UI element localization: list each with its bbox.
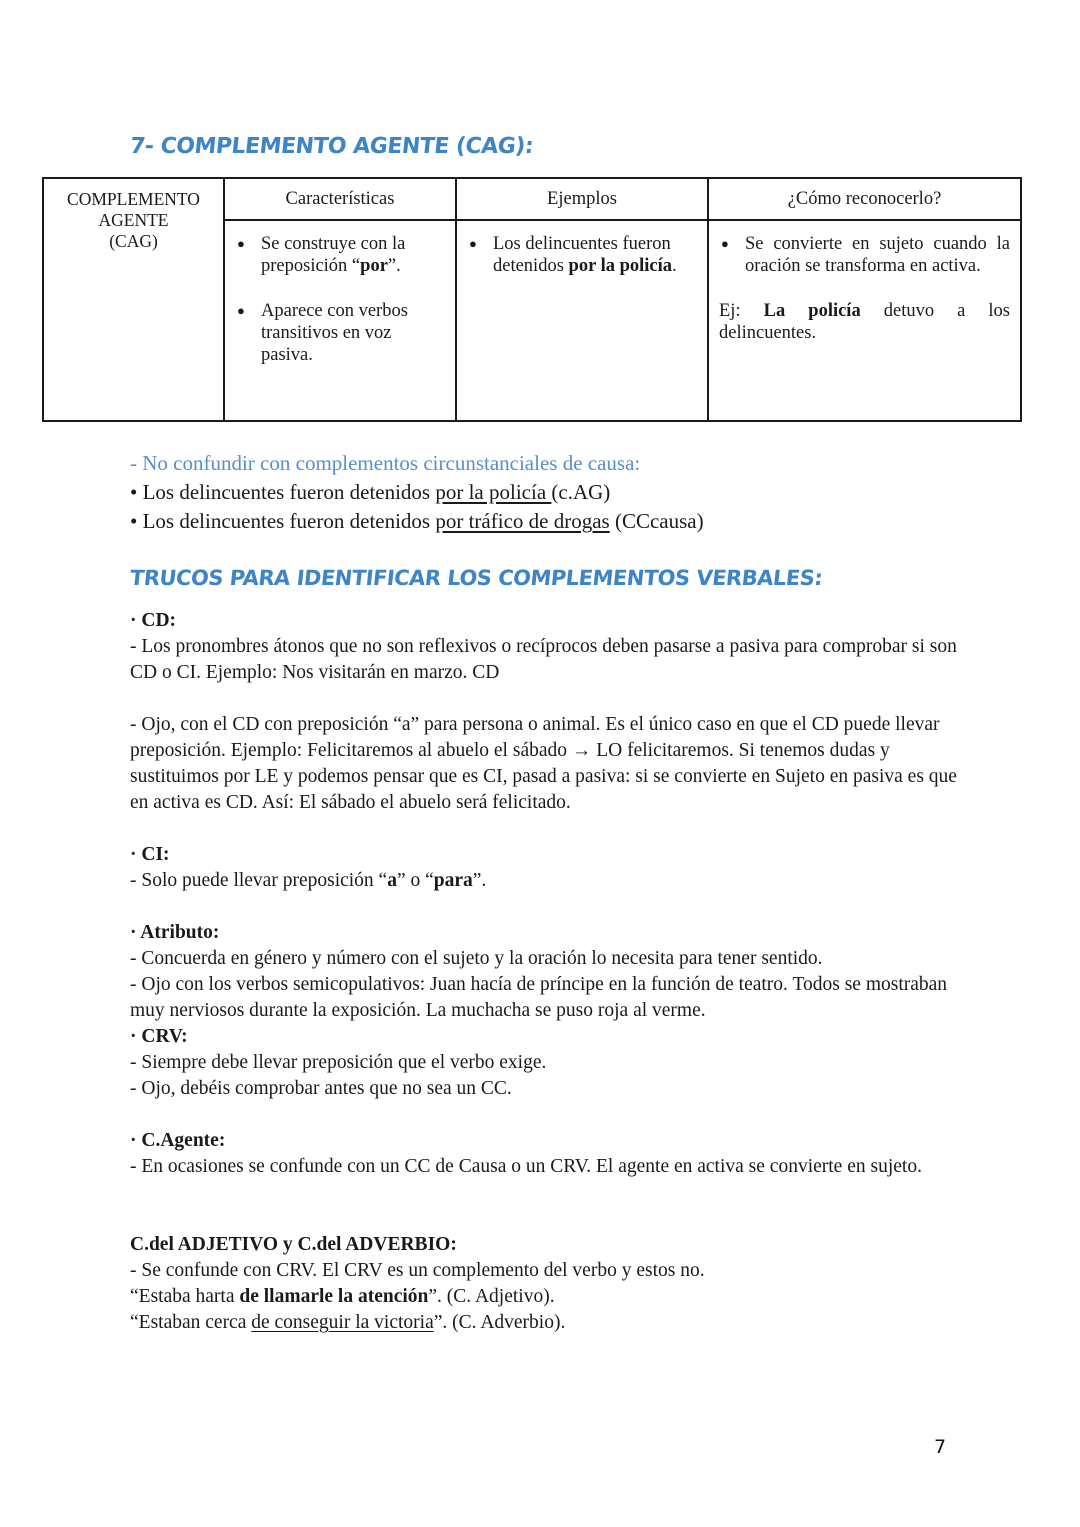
page-number: 7 [934, 1436, 947, 1458]
cagente-paragraph: - En ocasiones se confunde con un CC de Causa o un CRV. El agente en activa se convierte en sujeto. [130, 1156, 922, 1177]
column-header-caracteristicas: Características [224, 178, 456, 220]
list-item: ● Se construye con la preposición “por”. [235, 233, 445, 277]
list-item: ● Los delincuentes fueron detenidos por la policía. [467, 233, 697, 277]
row-header-line: (CAG) [109, 231, 158, 251]
cagente-label: · C.Agente: [130, 1130, 226, 1151]
table-row-header [43, 178, 224, 421]
cadv-example: “Estaban cerca de conseguir la victoria”. (C. Adverbio). [130, 1312, 566, 1333]
cd-paragraph: - Los pronombres átonos que no son reflexivos o recíprocos deben pasarse a pasiva para comprobar si son CD o CI. Ejemplo: Nos visitarán en marzo. CD [130, 636, 957, 683]
crv-paragraph: - Siempre debe llevar preposición que el verbo exige. [130, 1052, 547, 1073]
list-item: ● Aparece con verbos transitivos en voz pasiva. [235, 300, 445, 366]
row-header-line: AGENTE [98, 210, 169, 230]
section-title-complemento-agente: 7- COMPLEMENTO AGENTE (CAG): [128, 134, 535, 159]
note-block [130, 449, 960, 536]
cd-paragraph: - Ojo, con el CD con preposición “a” para persona o animal. Es el único caso en que el CD puede llevar preposición. Ejemplo: Felicitaremos al abuelo el sábado → LO felicitaremos. Si tenemos dudas y sustituimos por LE y podemos pensar que es CI, pasad a pasiva: si se convierte en Sujeto en pasiva es que en activa es CD. Así: El sábado el abuelo será felicitado. [130, 714, 957, 813]
cell-caracteristicas [224, 220, 456, 421]
column-header-ejemplos: Ejemplos [456, 178, 708, 220]
atributo-paragraph: - Concuerda en género y número con el sujeto y la oración lo necesita para tener sentido. [130, 948, 823, 969]
atributo-block [130, 920, 960, 1102]
section-title-trucos: TRUCOS PARA IDENTIFICAR LOS COMPLEMENTOS VERBALES: [128, 566, 824, 590]
cell-como-reconocerlo [708, 220, 1021, 421]
note-line: • Los delincuentes fueron detenidos por la policía (c.AG) [130, 480, 611, 504]
crv-paragraph: - Ojo, debéis comprobar antes que no sea un CC. [130, 1078, 512, 1099]
ci-label: · CI: [130, 844, 170, 865]
cd-label: · CD: [130, 610, 177, 631]
atributo-label: · Atributo: [130, 922, 220, 943]
cell-ejemplos [456, 220, 708, 421]
cadj-paragraph: - Se confunde con CRV. El CRV es un complemento del verbo y estos no. [130, 1260, 705, 1281]
ci-paragraph: - Solo puede llevar preposición “a” o “para”. [130, 870, 487, 891]
cag-table [42, 177, 1022, 422]
cd-block [130, 608, 960, 686]
list-item: ● Se convierte en sujeto cuando la oración se transforma en activa. [719, 233, 1010, 277]
cadj-label: C.del ADJETIVO y C.del ADVERBIO: [130, 1234, 457, 1255]
cadj-example: “Estaba harta de llamarle la atención”. (C. Adjetivo). [130, 1286, 555, 1307]
cagente-block [130, 1128, 960, 1180]
note-line: • Los delincuentes fueron detenidos por tráfico de drogas (CCcausa) [130, 509, 704, 533]
column-header-como-reconocerlo: ¿Cómo reconocerlo? [708, 178, 1021, 220]
row-header-line: COMPLEMENTO [67, 189, 200, 209]
cadj-block [130, 1232, 960, 1336]
ci-block [130, 842, 960, 894]
atributo-paragraph: - Ojo con los verbos semicopulativos: Juan hacía de príncipe en la función de teatro. Todos se mostraban muy nerviosos durante la exposición. La muchacha se puso roja al verme. [130, 974, 948, 1021]
example-line: Ej: La policía detuvo a los delincuentes. [719, 301, 1010, 343]
cd-note-block [130, 712, 960, 816]
crv-label: · CRV: [130, 1026, 188, 1047]
note-title: - No confundir con complementos circunstanciales de causa: [130, 451, 641, 475]
